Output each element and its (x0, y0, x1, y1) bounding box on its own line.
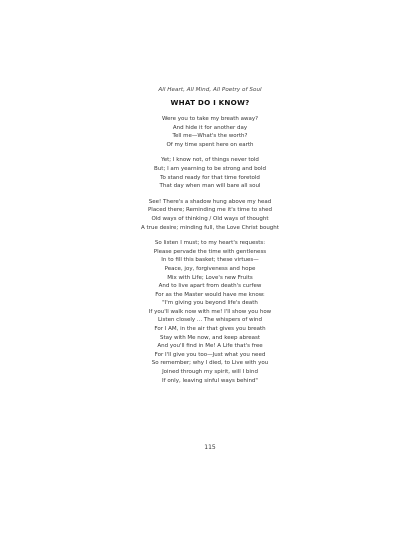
poem-line: But; I am yearning to be strong and bold (154, 165, 266, 172)
poem-line: Of my time spent here on earth (166, 141, 254, 148)
poem-line: "I'm giving you beyond life's death (162, 300, 258, 307)
poem-line: Stay with Me now, and keep abreast (159, 334, 261, 341)
poem-line: That day when man will bare all soul (159, 183, 261, 190)
poem-line: Yet; I know not, of things never told (161, 157, 259, 164)
stanza-3 (0, 198, 420, 232)
poem-line: So remember; why I died, to Live with you (151, 360, 269, 367)
poem-line: Joined through my spirit, will I bind (162, 369, 258, 376)
poem-line: Peace, joy, forgiveness and hope (164, 265, 256, 272)
poem-line: Old ways of thinking / Old ways of thought (151, 215, 269, 222)
poem-title: WHAT DO I KNOW? (170, 98, 250, 107)
poem-line: Were you to take my breath away? (161, 116, 259, 122)
poem-line: See! There's a shadow hung above my head (148, 198, 272, 205)
running-header: All Heart, All Mind, All Poetry of Soul (158, 87, 262, 93)
poem-line: Tell me—What's the worth? (172, 133, 248, 140)
poem-line: Mix with Life; Love's new Fruits (167, 274, 253, 281)
poem-line: Please pervade the time with gentleness (153, 248, 267, 255)
poem-line: For I AM, in the air that gives you breath (154, 326, 266, 333)
poem-line: If you'll walk now with me! I'll show you how (148, 308, 272, 315)
poem-line: And hide it for another day (172, 124, 248, 131)
poem-line: For I'll give you too—Just what you need (154, 351, 266, 358)
poem-line: A true desire; minding full, the Love Christ bought (141, 224, 279, 231)
stanza-1 (0, 115, 420, 149)
poem-line: If only, leaving sinful ways behind" (162, 377, 258, 384)
page-number: 115 (204, 444, 216, 451)
poem-body (0, 115, 420, 392)
stanza-2 (0, 156, 420, 190)
poem-line: To stand ready for that time foretold (160, 174, 260, 181)
poem-line: And you'll find in Me! A Life that's free (157, 343, 263, 350)
poem-line: In to fill this basket; these virtues— (161, 257, 259, 264)
poem-line: Placed there; Reminding me it's time to shed (147, 207, 273, 214)
stanza-4 (0, 239, 420, 385)
poem-line: Listen closely ... The whispers of wind (157, 317, 263, 324)
poem-line: So listen I must; to my heart's requests: (154, 240, 266, 247)
poem-line: For as the Master would have me know: (155, 291, 265, 298)
poem-line: And to live apart from death's curfew (158, 283, 262, 290)
